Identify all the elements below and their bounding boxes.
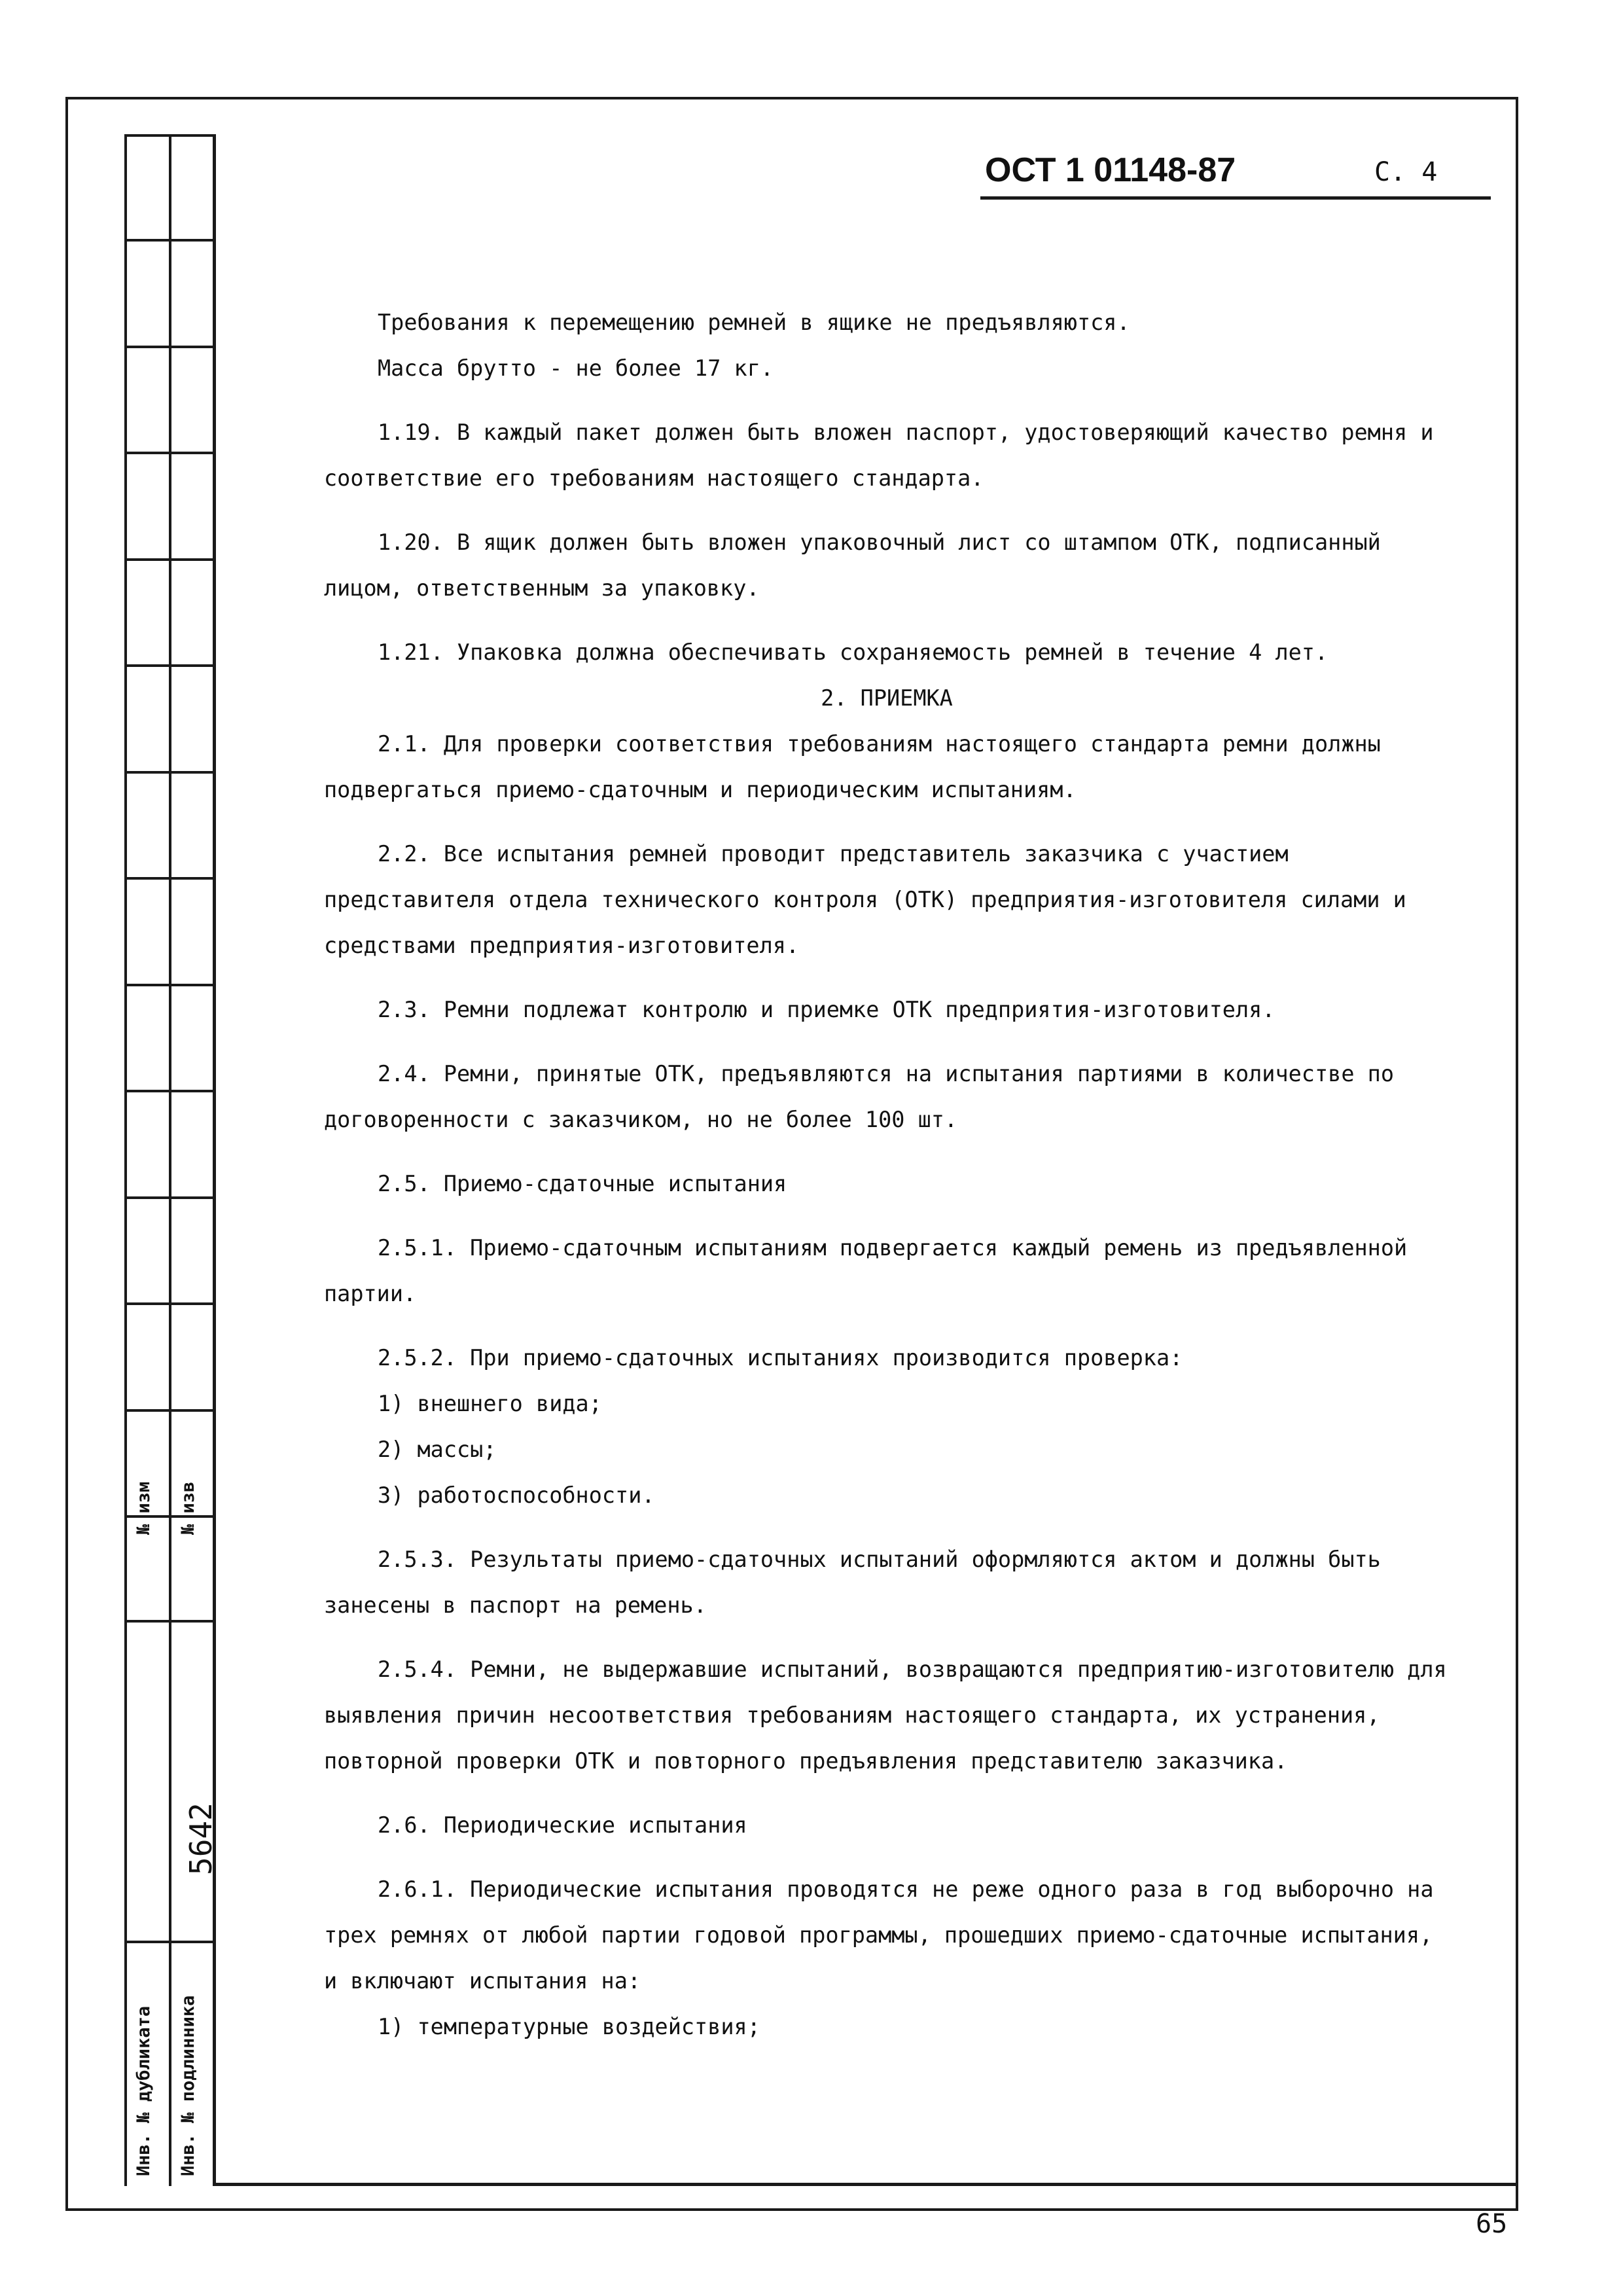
margin-divider [124, 558, 213, 561]
list-item: 1) температурные воздействия; [378, 2014, 760, 2039]
margin-divider [124, 1196, 213, 1199]
header-underline [980, 196, 1491, 200]
list-item: 3) работоспособности. [378, 1482, 655, 1508]
section-title: 2. ПРИЕМКА [821, 685, 953, 711]
paragraph: 1.21. Упаковка должна обеспечивать сохраняемость ремней в течение 4 лет. [378, 639, 1329, 665]
paragraph: 2.1. Для проверки соответствия требованиям настоящего стандарта ремни должны подвергаться приемо-сдаточным и периодическим испытаниям. [324, 731, 1381, 802]
margin-divider [124, 1620, 213, 1623]
margin-divider [124, 346, 213, 348]
no-izm-label: № изм [134, 1481, 154, 1535]
list-item: 2) массы; [378, 1437, 497, 1462]
margin-divider [124, 664, 213, 667]
margin-divider [124, 1941, 213, 1943]
paragraph: 2.4. Ремни, принятые ОТК, предъявляются на испытания партиями в количестве по договоренности с заказчиком, но не более 100 шт. [324, 1061, 1394, 1132]
sheet-number: 65 [1476, 2209, 1508, 2239]
paragraph: 2.6.1. Периодические испытания проводятся не реже одного раза в год выборочно на трех ремнях от любой партии годовой программы, прошедших приемо-сдаточные испытания, и включают испытания на: [324, 1876, 1434, 1994]
paragraph: 2.5.3. Результаты приемо-сдаточных испытаний оформляются актом и должны быть занесены в паспорт на ремень. [324, 1547, 1381, 1618]
margin-divider [124, 1090, 213, 1092]
margin-divider [124, 1302, 213, 1305]
margin-divider [124, 239, 213, 242]
paragraph: 1.19. В каждый пакет должен быть вложен паспорт, удостоверяющий качество ремня и соответствие его требованиям настоящего стандарта. [324, 420, 1434, 491]
paragraph: 2.6. Периодические испытания [378, 1812, 747, 1838]
inv-duplicate-label: Инв. № дубликата [134, 2005, 154, 2176]
list-item: 1) внешнего вида; [378, 1391, 602, 1416]
paragraph: 2.2. Все испытания ремней проводит представитель заказчика с участием представителя отдела технического контроля (ОТК) предприятия-изготовителя силами и средствами предприятия-изготовителя. [324, 841, 1406, 958]
margin-divider [124, 984, 213, 986]
paragraph: 2.3. Ремни подлежат контролю и приемке ОТК предприятия-изготовителя. [378, 997, 1275, 1022]
margin-divider [124, 452, 213, 454]
page-label: С. 4 [1374, 157, 1438, 187]
margin-column-left [124, 134, 169, 2186]
original-number: 5642 [183, 1803, 219, 1875]
margin-divider [124, 877, 213, 880]
inv-original-label: Инв. № подлинника [178, 1995, 198, 2176]
margin-divider [124, 771, 213, 774]
margin-column-right [169, 134, 213, 2186]
no-izv-label: № изв [178, 1481, 198, 1535]
paragraph: 2.5.4. Ремни, не выдержавшие испытаний, возвращаются предприятию-изготовителю для выявления причин несоответствия требованиям настоящего стандарта, их устранения, повторной проверки ОТК и повторного предъявления представителю заказчика. [324, 1657, 1447, 1774]
paragraph: 2.5. Приемо-сдаточные испытания [378, 1171, 787, 1196]
document-body [324, 300, 1450, 2050]
margin-divider [124, 134, 213, 137]
margin-divider [124, 1409, 213, 1412]
paragraph: Масса брутто - не более 17 кг. [378, 355, 774, 381]
paragraph: 2.5.1. Приемо-сдаточным испытаниям подвергается каждый ремень из предъявленной партии. [324, 1235, 1408, 1306]
paragraph: 2.5.2. При приемо-сдаточных испытаниях производится проверка: [378, 1345, 1183, 1371]
margin-strip [124, 134, 219, 2186]
document-code: ОСТ 1 01148-87 [985, 151, 1236, 189]
paragraph: Требования к перемещению ремней в ящике не предъявляются. [378, 310, 1130, 335]
paragraph: 1.20. В ящик должен быть вложен упаковочный лист со штампом ОТК, подписанный лицом, ответственным за упаковку. [324, 529, 1381, 601]
